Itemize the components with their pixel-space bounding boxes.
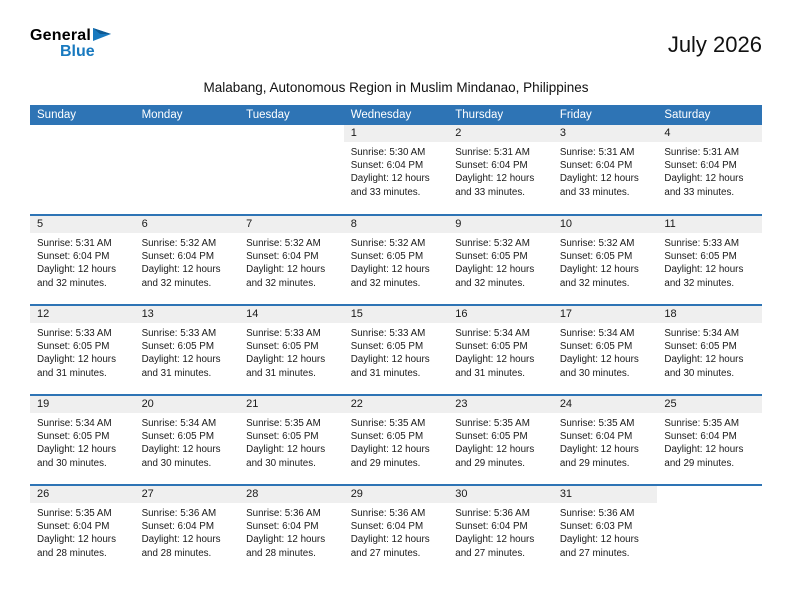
sunrise-text: Sunrise: 5:31 AM [37,238,112,249]
sunrise-text: Sunrise: 5:36 AM [455,508,530,519]
sunrise-text: Sunrise: 5:32 AM [141,238,217,249]
daylight-text: Daylight: 12 hours and 33 minutes. [559,173,639,198]
daylight-text: Daylight: 12 hours and 31 minutes. [350,354,430,379]
sunset-text: Sunset: 6:04 PM [664,160,737,172]
day-details [657,142,757,199]
day-number: 6 [141,218,148,230]
sunset-text: Sunset: 6:05 PM [141,431,214,443]
day-details [553,142,653,199]
day-details [657,323,757,380]
logo-text-blue: Blue [60,42,95,60]
daylight-text: Daylight: 12 hours and 32 minutes. [455,264,535,289]
day-cell-5 [30,215,135,305]
sunrise-text: Sunrise: 5:32 AM [246,238,321,249]
sunrise-text: Sunrise: 5:36 AM [350,508,426,519]
day-details [30,503,130,560]
day-details [553,413,653,470]
sunset-text: Sunset: 6:04 PM [246,521,319,533]
weekday-header-friday: Friday [553,105,658,125]
week-row-2 [30,215,762,305]
empty-day-cell [30,125,135,215]
week-row-4 [30,395,762,485]
day-number: 7 [246,218,253,230]
daylight-text: Daylight: 12 hours and 29 minutes. [664,444,744,469]
sunrise-text: Sunrise: 5:33 AM [141,328,217,339]
sunrise-text: Sunrise: 5:36 AM [246,508,321,519]
logo-flag-icon [93,28,111,46]
sunrise-text: Sunrise: 5:32 AM [455,238,530,249]
day-number: 17 [559,308,573,320]
general-blue-logo [30,26,111,61]
day-number: 8 [350,218,357,230]
day-number: 11 [664,218,676,230]
sunset-text: Sunset: 6:05 PM [455,341,528,353]
day-cell-24 [553,395,658,485]
day-cell-18 [657,305,762,395]
sunrise-text: Sunrise: 5:36 AM [141,508,217,519]
sunset-text: Sunset: 6:05 PM [455,431,528,443]
daylight-text: Daylight: 12 hours and 28 minutes. [37,534,116,559]
day-cell-11 [657,215,762,305]
daylight-text: Daylight: 12 hours and 30 minutes. [37,444,116,469]
day-number: 9 [455,218,462,230]
empty-day-cell [135,125,240,215]
day-cell-10 [553,215,658,305]
sunrise-text: Sunrise: 5:35 AM [37,508,112,519]
logo-text-general: General [30,26,91,44]
sunset-text: Sunset: 6:04 PM [246,251,319,263]
day-number: 10 [559,218,573,230]
day-cell-25 [657,395,762,485]
day-details [657,413,757,470]
day-number: 30 [455,488,468,500]
empty-day-cell [239,125,344,215]
daylight-text: Daylight: 12 hours and 33 minutes. [664,173,744,198]
day-details [344,413,444,470]
sunset-text: Sunset: 6:05 PM [559,251,633,263]
day-details [553,323,653,380]
daylight-text: Daylight: 12 hours and 32 minutes. [246,264,326,289]
sunset-text: Sunset: 6:05 PM [350,341,424,353]
day-cell-4 [657,125,762,215]
sunrise-text: Sunrise: 5:31 AM [455,147,530,158]
daylight-text: Daylight: 12 hours and 32 minutes. [559,264,639,289]
day-details [448,142,548,199]
daylight-text: Daylight: 12 hours and 33 minutes. [350,173,430,198]
day-cell-9 [448,215,553,305]
sunset-text: Sunset: 6:05 PM [559,341,633,353]
day-details [239,233,339,290]
weekday-header-row [30,105,762,125]
sunset-text: Sunset: 6:04 PM [455,160,528,172]
sunset-text: Sunset: 6:05 PM [37,431,110,443]
daylight-text: Daylight: 12 hours and 29 minutes. [350,444,430,469]
sunset-text: Sunset: 6:05 PM [350,431,424,443]
day-details [239,323,339,380]
sunrise-text: Sunrise: 5:35 AM [455,418,530,429]
sunrise-text: Sunrise: 5:35 AM [350,418,426,429]
day-details [448,503,548,560]
sunrise-text: Sunrise: 5:30 AM [350,147,426,158]
day-number: 24 [559,398,573,410]
day-number: 2 [455,127,462,139]
daylight-text: Daylight: 12 hours and 28 minutes. [246,534,326,559]
day-cell-23 [448,395,553,485]
day-cell-8 [344,215,449,305]
day-cell-22 [344,395,449,485]
day-cell-2 [448,125,553,215]
day-details [344,233,444,290]
sunset-text: Sunset: 6:04 PM [350,160,424,172]
day-number: 29 [350,488,363,500]
day-number: 12 [37,308,50,320]
sunrise-text: Sunrise: 5:32 AM [350,238,426,249]
sunset-text: Sunset: 6:05 PM [246,341,319,353]
sunrise-text: Sunrise: 5:31 AM [559,147,635,158]
sunset-text: Sunset: 6:04 PM [664,431,737,443]
day-number: 20 [141,398,154,410]
daylight-text: Daylight: 12 hours and 30 minutes. [664,354,744,379]
sunrise-text: Sunrise: 5:33 AM [350,328,426,339]
sunset-text: Sunset: 6:05 PM [455,251,528,263]
sunrise-text: Sunrise: 5:34 AM [455,328,530,339]
day-details [135,233,235,290]
weekday-header-saturday: Saturday [657,105,762,125]
day-details [553,503,653,560]
sunset-text: Sunset: 6:05 PM [141,341,214,353]
sunrise-text: Sunrise: 5:33 AM [664,238,739,249]
daylight-text: Daylight: 12 hours and 29 minutes. [559,444,639,469]
daylight-text: Daylight: 12 hours and 31 minutes. [37,354,116,379]
day-details [448,413,548,470]
weekday-header-monday: Monday [135,105,240,125]
day-details [135,413,235,470]
weekday-header-tuesday: Tuesday [239,105,344,125]
sunrise-text: Sunrise: 5:35 AM [246,418,321,429]
sunset-text: Sunset: 6:05 PM [246,431,319,443]
day-number: 4 [664,127,671,139]
daylight-text: Daylight: 12 hours and 31 minutes. [455,354,535,379]
sunset-text: Sunset: 6:05 PM [350,251,424,263]
sunset-text: Sunset: 6:04 PM [350,521,424,533]
day-cell-19 [30,395,135,485]
sunrise-text: Sunrise: 5:33 AM [246,328,321,339]
day-number: 31 [559,488,573,500]
sunrise-text: Sunrise: 5:34 AM [141,418,217,429]
day-number: 25 [664,398,677,410]
daylight-text: Daylight: 12 hours and 30 minutes. [141,444,221,469]
sunrise-text: Sunrise: 5:33 AM [37,328,112,339]
sunrise-text: Sunrise: 5:34 AM [37,418,112,429]
calendar-table [30,105,762,575]
day-cell-3 [553,125,658,215]
page-header [30,26,762,74]
day-cell-30 [448,485,553,575]
sunset-text: Sunset: 6:03 PM [559,521,633,533]
sunset-text: Sunset: 6:04 PM [559,160,633,172]
day-cell-6 [135,215,240,305]
daylight-text: Daylight: 12 hours and 27 minutes. [455,534,535,559]
day-number: 18 [664,308,677,320]
daylight-text: Daylight: 12 hours and 32 minutes. [141,264,221,289]
day-number: 15 [350,308,363,320]
day-cell-16 [448,305,553,395]
day-number: 23 [455,398,468,410]
page-title: July 2026 [667,32,762,57]
day-number: 13 [141,308,154,320]
daylight-text: Daylight: 12 hours and 30 minutes. [246,444,326,469]
sunrise-text: Sunrise: 5:31 AM [664,147,739,158]
sunset-text: Sunset: 6:04 PM [455,521,528,533]
day-details [553,233,653,290]
weekday-header-thursday: Thursday [448,105,553,125]
day-number: 22 [350,398,363,410]
sunrise-text: Sunrise: 5:34 AM [664,328,739,339]
day-number: 5 [37,218,44,230]
sunset-text: Sunset: 6:05 PM [664,341,737,353]
day-details [448,323,548,380]
day-details [30,323,130,380]
empty-day-cell [657,485,762,575]
sunrise-text: Sunrise: 5:36 AM [559,508,635,519]
day-cell-17 [553,305,658,395]
day-cell-14 [239,305,344,395]
sunset-text: Sunset: 6:04 PM [37,251,110,263]
day-details [239,413,339,470]
sunset-text: Sunset: 6:04 PM [37,521,110,533]
day-details [135,503,235,560]
weekday-header-sunday: Sunday [30,105,135,125]
sunset-text: Sunset: 6:04 PM [559,431,633,443]
sunset-text: Sunset: 6:04 PM [141,521,214,533]
daylight-text: Daylight: 12 hours and 27 minutes. [350,534,430,559]
week-row-1 [30,125,762,215]
day-details [344,142,444,199]
sunrise-text: Sunrise: 5:32 AM [559,238,635,249]
day-cell-20 [135,395,240,485]
location-subtitle: Malabang, Autonomous Region in Muslim Mindanao, Philippines [203,80,589,95]
day-cell-28 [239,485,344,575]
day-details [344,503,444,560]
day-cell-12 [30,305,135,395]
day-number: 14 [246,308,259,320]
sunset-text: Sunset: 6:05 PM [664,251,737,263]
sunrise-text: Sunrise: 5:35 AM [559,418,635,429]
daylight-text: Daylight: 12 hours and 32 minutes. [350,264,430,289]
day-cell-29 [344,485,449,575]
sunrise-text: Sunrise: 5:35 AM [664,418,739,429]
day-cell-21 [239,395,344,485]
sunrise-text: Sunrise: 5:34 AM [559,328,635,339]
day-details [30,413,130,470]
day-number: 19 [37,398,50,410]
day-cell-13 [135,305,240,395]
day-details [135,323,235,380]
daylight-text: Daylight: 12 hours and 32 minutes. [37,264,116,289]
day-cell-15 [344,305,449,395]
day-details [448,233,548,290]
day-cell-7 [239,215,344,305]
day-number: 28 [246,488,259,500]
daylight-text: Daylight: 12 hours and 31 minutes. [246,354,326,379]
daylight-text: Daylight: 12 hours and 33 minutes. [455,173,535,198]
day-number: 1 [350,127,357,139]
daylight-text: Daylight: 12 hours and 31 minutes. [141,354,221,379]
daylight-text: Daylight: 12 hours and 32 minutes. [664,264,744,289]
day-number: 26 [37,488,50,500]
day-cell-27 [135,485,240,575]
sunset-text: Sunset: 6:04 PM [141,251,214,263]
daylight-text: Daylight: 12 hours and 30 minutes. [559,354,639,379]
day-cell-26 [30,485,135,575]
day-number: 3 [559,127,566,139]
daylight-text: Daylight: 12 hours and 27 minutes. [559,534,639,559]
day-details [344,323,444,380]
weekday-header-wednesday: Wednesday [344,105,449,125]
day-details [239,503,339,560]
sunset-text: Sunset: 6:05 PM [37,341,110,353]
daylight-text: Daylight: 12 hours and 28 minutes. [141,534,221,559]
week-row-3 [30,305,762,395]
day-number: 21 [246,398,259,410]
day-number: 27 [141,488,154,500]
week-row-5 [30,485,762,575]
day-details [30,233,130,290]
daylight-text: Daylight: 12 hours and 29 minutes. [455,444,535,469]
day-details [657,233,757,290]
day-cell-31 [553,485,658,575]
day-number: 16 [455,308,468,320]
day-cell-1 [344,125,449,215]
